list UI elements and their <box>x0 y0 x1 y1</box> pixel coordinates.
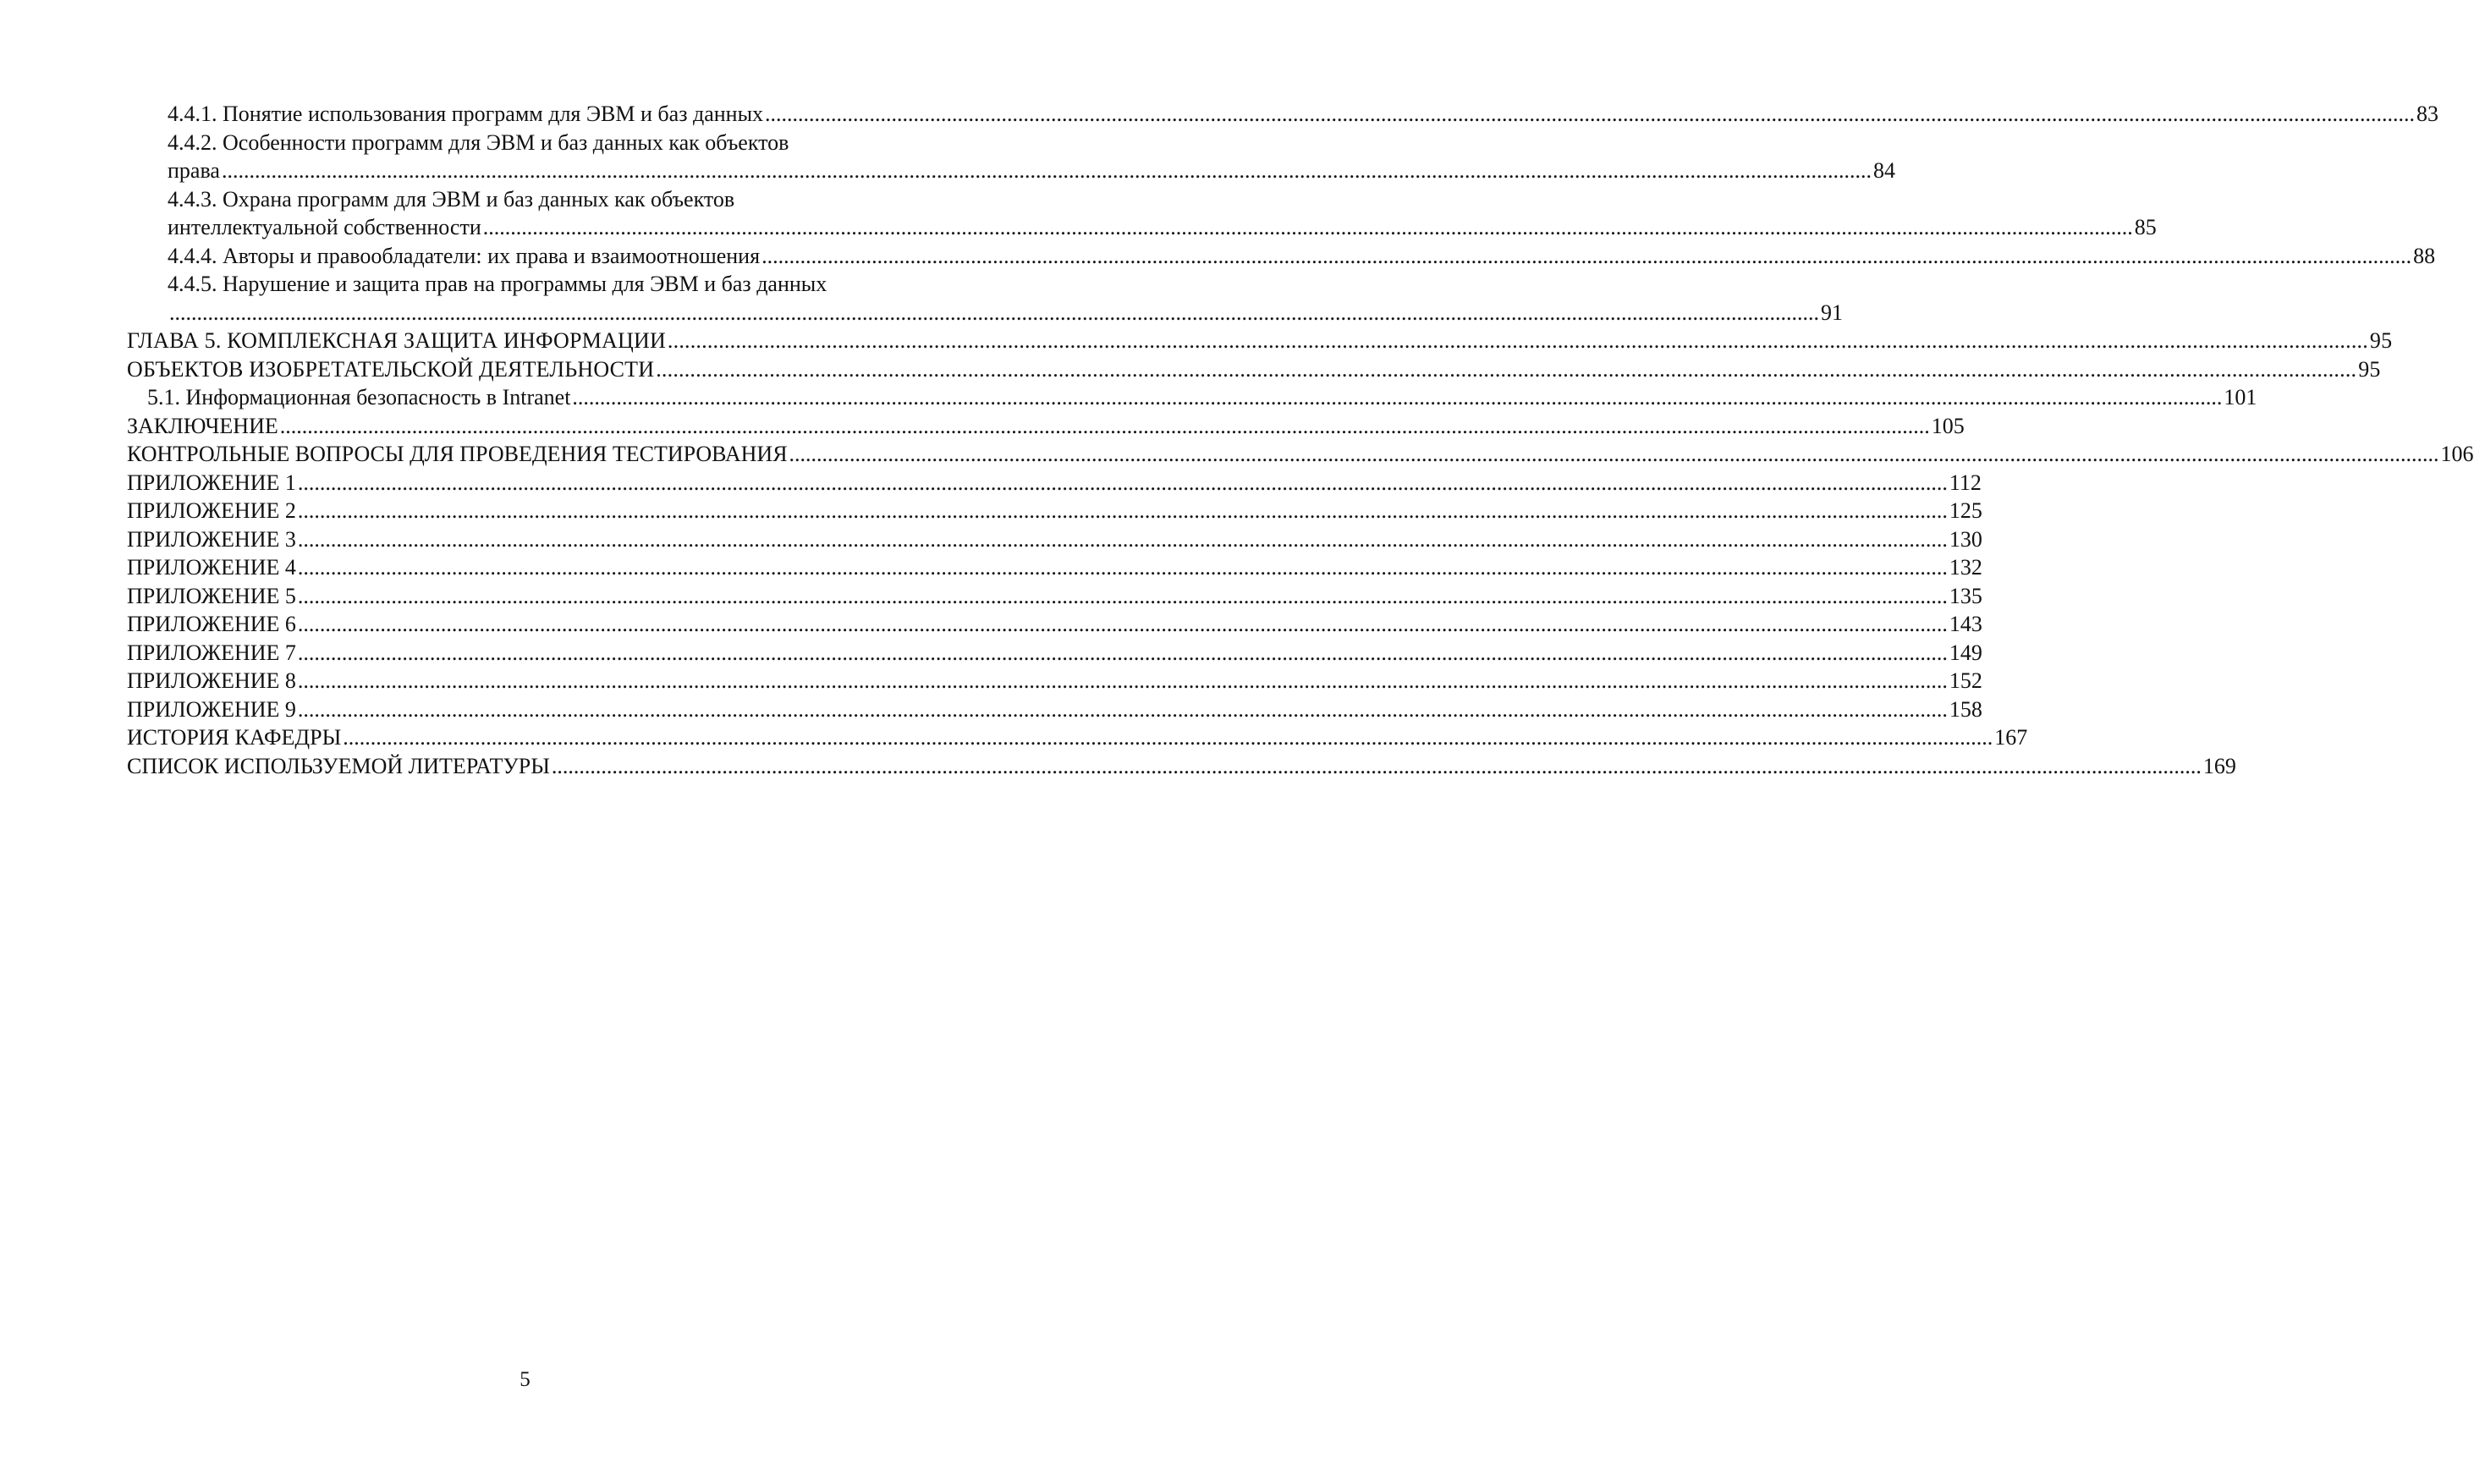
dot-leader: ............................................................................................................................................................................................................................................................................................................ <box>279 413 1930 438</box>
toc-entry-title: ПРИЛОЖЕНИЕ 1 <box>127 470 296 495</box>
dot-leader: ............................................................................................................................................................................................................................................................................................................ <box>572 385 2223 409</box>
toc-entry-department-history[interactable] <box>127 723 2028 752</box>
dot-leader: ............................................................................................................................................................................................................................................................................................................ <box>551 753 2202 778</box>
dot-leader: ............................................................................................................................................................................................................................................................................................................ <box>761 243 2412 268</box>
toc-entry-title: 5.1. Информационная безопасность в Intranet <box>147 385 571 409</box>
toc-entry-title: 4.4.5. Нарушение и защита прав на программы для ЭВМ и баз данных <box>168 272 827 296</box>
toc-entry-page: 158 <box>1949 696 1982 722</box>
toc-entry-test-questions[interactable] <box>127 440 2474 469</box>
toc-entry-4-4-3[interactable] <box>127 185 2157 242</box>
toc-entry-title: ЗАКЛЮЧЕНИЕ <box>127 413 278 438</box>
toc-entry-title: ГЛАВА 5. КОМПЛЕКСНАЯ ЗАЩИТА ИНФОРМАЦИИ <box>127 328 666 353</box>
toc-entry-title: ПРИЛОЖЕНИЕ 4 <box>127 555 296 580</box>
toc-entry-appendix-1[interactable] <box>127 469 1982 497</box>
toc-entry-title: 4.4.1. Понятие использования программ для ЭВМ и баз данных <box>168 102 764 126</box>
toc-entry-5-1[interactable] <box>127 383 2257 412</box>
toc-entry-4-4-1[interactable] <box>127 100 2439 129</box>
toc-entry-page: 130 <box>1949 526 1982 552</box>
toc-entry-page: 85 <box>2134 215 2157 239</box>
toc-entry-title: ПРИЛОЖЕНИЕ 5 <box>127 583 296 608</box>
toc-entry-title: ПРИЛОЖЕНИЕ 9 <box>127 696 296 722</box>
toc-entry-title: ПРИЛОЖЕНИЕ 3 <box>127 526 296 552</box>
page-number: 5 <box>520 1368 531 1391</box>
toc-entry-chapter-5[interactable] <box>127 327 2393 355</box>
toc-entry-page: 169 <box>2202 753 2236 778</box>
toc-entry-title: ПРИЛОЖЕНИЕ 2 <box>127 498 296 523</box>
toc-entry-page: 135 <box>1949 583 1982 608</box>
toc-entry-title-continued: права <box>168 158 220 183</box>
toc-entry-page: 95 <box>2369 328 2393 353</box>
toc-entry-title: ИСТОРИЯ КАФЕДРЫ <box>127 725 342 750</box>
dot-leader: ............................................................................................................................................................................................................................................................................................................ <box>297 612 1948 636</box>
table-of-contents <box>127 100 2474 780</box>
toc-entry-appendix-7[interactable] <box>127 639 1982 668</box>
toc-entry-appendix-2[interactable] <box>127 497 1982 525</box>
dot-leader: ............................................................................................................................................................................................................................................................................................................ <box>169 300 1819 325</box>
toc-entry-page: 152 <box>1949 668 1982 693</box>
toc-entry-title: ПРИЛОЖЕНИЕ 6 <box>127 612 296 636</box>
toc-entry-page: 95 <box>2358 356 2381 382</box>
toc-entry-page: 112 <box>1949 470 1982 495</box>
toc-entry-title: ОБЪЕКТОВ ИЗОБРЕТАТЕЛЬСКОЙ ДЕЯТЕЛЬНОСТИ <box>127 356 655 382</box>
toc-entry-appendix-8[interactable] <box>127 667 1982 695</box>
dot-leader: ............................................................................................................................................................................................................................................................................................................ <box>297 470 1948 495</box>
toc-entry-references[interactable] <box>127 752 2236 781</box>
toc-entry-appendix-4[interactable] <box>127 553 1982 582</box>
dot-leader: ............................................................................................................................................................................................................................................................................................................ <box>297 640 1948 665</box>
toc-entry-title: ПРИЛОЖЕНИЕ 8 <box>127 668 296 693</box>
toc-entry-title: 4.4.3. Охрана программ для ЭВМ и баз данных как объектов <box>168 186 735 212</box>
dot-leader: ............................................................................................................................................................................................................................................................................................................ <box>221 158 1872 183</box>
toc-entry-page: 106 <box>2440 442 2474 466</box>
dot-leader: ............................................................................................................................................................................................................................................................................................................ <box>667 328 2368 353</box>
toc-entry-4-4-4[interactable] <box>127 242 2436 271</box>
toc-entry-title: 4.4.2. Особенности программ для ЭВМ и баз данных как объектов <box>168 129 789 155</box>
toc-entry-page: 125 <box>1949 498 1982 523</box>
dot-leader: ............................................................................................................................................................................................................................................................................................................ <box>297 696 1948 722</box>
toc-entry-appendix-3[interactable] <box>127 525 1982 554</box>
toc-entry-page: 149 <box>1949 640 1982 665</box>
toc-entry-page: 105 <box>1931 413 1965 438</box>
dot-leader: ............................................................................................................................................................................................................................................................................................................ <box>297 555 1948 580</box>
toc-entry-title: СПИСОК ИСПОЛЬЗУЕМОЙ ЛИТЕРАТУРЫ <box>127 753 550 778</box>
toc-entry-page: 83 <box>2416 102 2439 126</box>
toc-entry-title: КОНТРОЛЬНЫЕ ВОПРОСЫ ДЛЯ ПРОВЕДЕНИЯ ТЕСТИРОВАНИЯ <box>127 442 788 466</box>
toc-entry-page: 91 <box>1821 300 1843 325</box>
dot-leader: ............................................................................................................................................................................................................................................................................................................ <box>297 526 1948 552</box>
toc-entry-page: 132 <box>1949 555 1982 580</box>
toc-entry-title: 4.4.4. Авторы и правообладатели: их права и взаимоотношения <box>168 243 761 268</box>
toc-entry-chapter-5-continued[interactable] <box>127 355 2381 384</box>
toc-entry-title: ПРИЛОЖЕНИЕ 7 <box>127 640 296 665</box>
toc-entry-4-4-2[interactable] <box>127 129 1895 185</box>
toc-entry-page: 88 <box>2413 243 2436 268</box>
toc-entry-appendix-5[interactable] <box>127 582 1982 611</box>
toc-entry-title-continued: интеллектуальной собственности <box>168 215 481 239</box>
toc-entry-page: 84 <box>1872 158 1895 183</box>
toc-entry-page: 143 <box>1949 612 1982 636</box>
dot-leader: ............................................................................................................................................................................................................................................................................................................ <box>482 215 2133 239</box>
toc-entry-appendix-9[interactable] <box>127 695 1982 724</box>
dot-leader: ............................................................................................................................................................................................................................................................................................................ <box>297 668 1948 693</box>
toc-entry-conclusion[interactable] <box>127 412 1965 441</box>
dot-leader: ............................................................................................................................................................................................................................................................................................................ <box>297 498 1948 523</box>
toc-entry-4-4-5[interactable] <box>127 270 1843 327</box>
dot-leader: ............................................................................................................................................................................................................................................................................................................ <box>765 102 2416 126</box>
dot-leader: ............................................................................................................................................................................................................................................................................................................ <box>343 725 1993 750</box>
dot-leader: ............................................................................................................................................................................................................................................................................................................ <box>297 583 1948 608</box>
toc-entry-appendix-6[interactable] <box>127 610 1982 639</box>
dot-leader: ............................................................................................................................................................................................................................................................................................................ <box>656 356 2357 382</box>
toc-entry-page: 101 <box>2224 385 2257 409</box>
toc-entry-page: 167 <box>1994 725 2028 750</box>
dot-leader: ............................................................................................................................................................................................................................................................................................................ <box>789 442 2439 466</box>
